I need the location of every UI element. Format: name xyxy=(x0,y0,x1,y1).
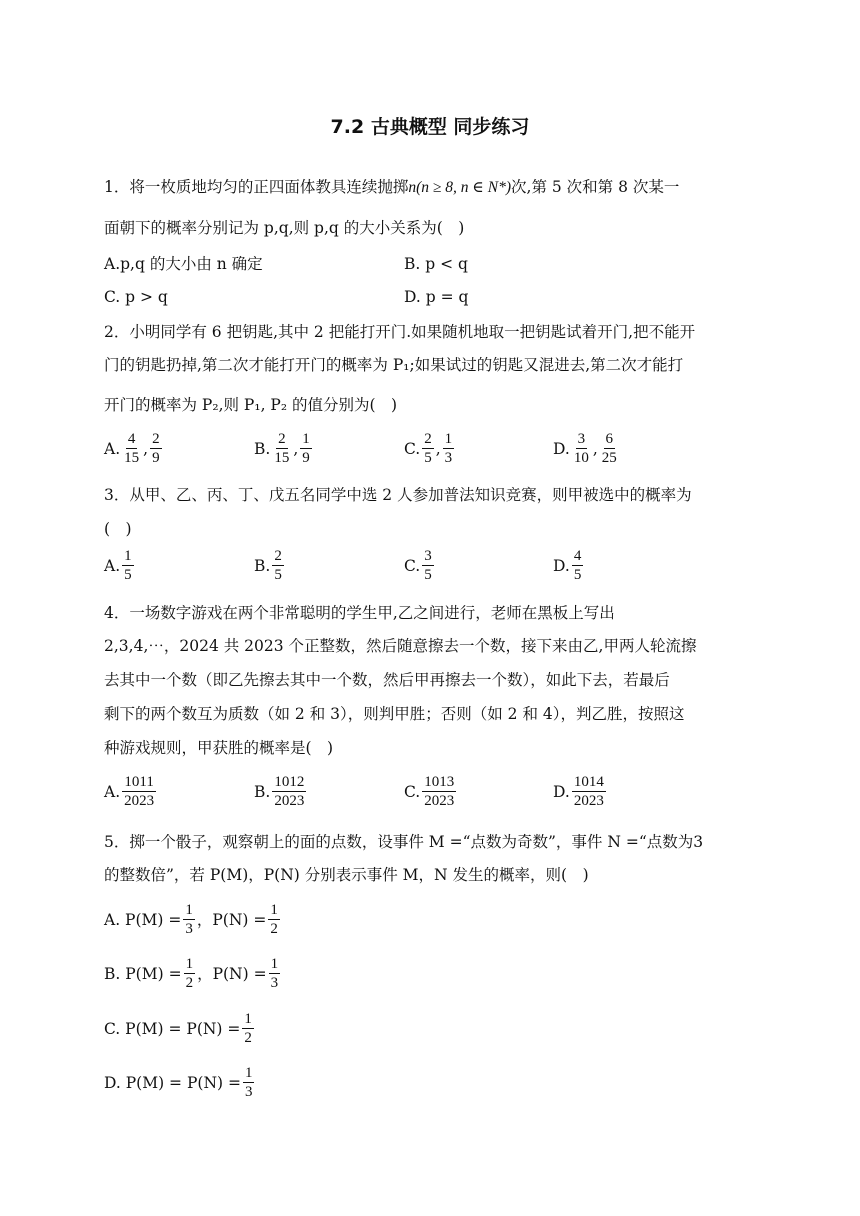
denominator: 2023 xyxy=(573,793,604,809)
q1-line-2: 面朝下的概率分别记为 p,q,则 p,q 的大小关系为( ) xyxy=(104,219,465,237)
q2-option-b: B. $\frac{2}{15}$ , $\frac{1}{9}$ xyxy=(254,431,310,466)
q2-line-1: 2．小明同学有 6 把钥匙,其中 2 把能打开门.如果随机地取一把钥匙试着开门,把不能开 xyxy=(104,323,696,341)
numerator: 6 xyxy=(605,431,613,447)
q3-option-a xyxy=(104,549,135,583)
option-label: D. xyxy=(553,440,570,458)
q4-line-1: 4．一场数字游戏在两个非常聪明的学生甲,乙之间进行，老师在黑板上写出 xyxy=(104,604,615,622)
option-text: D. P(M) = P(N) = xyxy=(104,1074,241,1092)
q5-option-d xyxy=(104,1066,255,1100)
numerator: 2 xyxy=(278,431,286,447)
denominator: 2 xyxy=(270,921,278,937)
numerator: 3 xyxy=(424,548,432,564)
option-text: ，P(N) = xyxy=(196,911,267,929)
fraction xyxy=(272,549,284,583)
denominator: 2023 xyxy=(124,793,155,809)
q5-line-2: 的整数倍”，若 P(M)，P(N) 分别表示事件 M，N 发生的概率，则( ) xyxy=(104,866,589,884)
denominator: 5 xyxy=(573,567,582,583)
q4-option-c xyxy=(404,775,457,809)
q1-option-c: C. p > q xyxy=(104,288,168,306)
denominator: 5 xyxy=(424,450,432,466)
numerator: 2 xyxy=(274,548,282,564)
q1-option-d: D. p = q xyxy=(404,288,469,306)
fraction xyxy=(600,432,619,466)
denominator: 3 xyxy=(185,921,193,937)
q4-option-d xyxy=(553,775,607,809)
q3-line-1: 3．从甲、乙、丙、丁、戊五名同学中选 2 人参加普法知识竞赛，则甲被选中的概率为 xyxy=(104,486,692,504)
denominator: 9 xyxy=(152,450,160,466)
numerator: 1 xyxy=(185,902,193,918)
option-label: D. xyxy=(553,783,570,801)
denominator: 5 xyxy=(424,567,432,583)
option-label: B. xyxy=(254,783,271,801)
fraction xyxy=(572,549,584,583)
fraction xyxy=(150,432,162,466)
q3-line-2: ( ) xyxy=(104,520,132,538)
fraction xyxy=(242,1012,254,1046)
option-label: A. xyxy=(104,440,121,458)
option-label: D. xyxy=(553,557,570,575)
q3-option-d xyxy=(553,549,584,583)
q1-option-b: B. p < q xyxy=(404,255,468,273)
q2-option-a: A. $\frac{4}{15}$ , $\frac{2}{9}$ xyxy=(104,431,160,466)
q2-line-3: 开门的概率为 P₂,则 P₁, P₂ 的值分别为( ) xyxy=(104,396,398,414)
q2-option-c: C. $\frac{2}{5}$ , $\frac{1}{3}$ xyxy=(404,431,453,466)
q5-option-a xyxy=(104,903,281,937)
option-label: C. xyxy=(404,440,421,458)
fraction xyxy=(183,903,195,937)
q1-text-b: 次,第 5 次和第 8 次某一 xyxy=(511,178,680,196)
fraction xyxy=(269,957,281,991)
option-label: B. xyxy=(254,440,271,458)
q3-option-c xyxy=(404,549,435,583)
fraction xyxy=(243,1066,255,1100)
denominator: 2 xyxy=(244,1030,252,1046)
option-text: ，P(N) = xyxy=(197,965,267,983)
numerator: 1012 xyxy=(274,774,305,790)
numerator: 1013 xyxy=(424,774,455,790)
fraction xyxy=(422,432,434,466)
q4-line-3: 去其中一个数（即乙先擦去其中一个数，然后甲再擦去一个数），如此下去，若最后 xyxy=(104,671,670,689)
option-label: A. xyxy=(104,783,121,801)
q3-option-b xyxy=(254,549,285,583)
numerator: 1014 xyxy=(573,774,604,790)
numerator: 1 xyxy=(124,548,132,564)
fraction xyxy=(122,432,141,466)
fraction xyxy=(300,432,312,466)
denominator: 10 xyxy=(573,450,589,466)
fraction xyxy=(184,957,196,991)
numerator: 2 xyxy=(152,431,160,447)
numerator: 1 xyxy=(302,431,310,447)
option-label: A. xyxy=(104,557,121,575)
option-label: C. xyxy=(404,783,421,801)
numerator: 1 xyxy=(244,1065,253,1081)
q5-option-b xyxy=(104,957,281,991)
numerator: 1011 xyxy=(124,774,154,790)
option-label: C. xyxy=(404,557,421,575)
numerator: 1 xyxy=(244,1011,252,1027)
q5-line-1: 5．掷一个骰子，观察朝上的面的点数，设事件 M =“点数为奇数”，事件 N =“点数为3 xyxy=(104,833,704,851)
denominator: 3 xyxy=(444,450,453,466)
q2-option-d: D. $\frac{3}{10}$ , $\frac{6}{25}$ xyxy=(553,431,617,466)
denominator: 2023 xyxy=(274,793,305,809)
denominator: 5 xyxy=(124,567,132,583)
q4-line-5: 种游戏规则，甲获胜的概率是( ) xyxy=(104,739,334,757)
fraction xyxy=(268,903,280,937)
denominator: 3 xyxy=(244,1084,253,1100)
q1-option-a: A.p,q 的大小由 n 确定 xyxy=(104,255,263,273)
denominator: 3 xyxy=(270,975,279,991)
fraction xyxy=(422,549,434,583)
q1-line-1 xyxy=(104,176,764,199)
numerator: 1 xyxy=(444,431,453,447)
fraction xyxy=(122,549,134,583)
fraction xyxy=(572,432,591,466)
q4-option-a xyxy=(104,775,157,809)
q1-text-a: 1．将一枚质地均匀的正四面体教具连续抛掷 xyxy=(104,178,409,196)
option-text: B. P(M) = xyxy=(104,965,182,983)
denominator: 5 xyxy=(274,567,282,583)
page-title: 7.2 古典概型 同步练习 xyxy=(330,116,530,138)
fraction xyxy=(122,775,156,809)
fraction xyxy=(272,775,306,809)
option-text: A. P(M) = xyxy=(104,911,182,929)
option-text: C. P(M) = P(N) = xyxy=(104,1020,241,1038)
denominator: 15 xyxy=(124,450,140,466)
numerator: 3 xyxy=(577,431,586,447)
fraction xyxy=(572,775,606,809)
fraction xyxy=(422,775,456,809)
numerator: 2 xyxy=(424,431,432,447)
q5-option-c xyxy=(104,1012,255,1046)
denominator: 2 xyxy=(185,975,194,991)
fraction xyxy=(272,432,291,466)
denominator: 9 xyxy=(302,450,310,466)
denominator: 15 xyxy=(274,450,290,466)
q1-math: n(n ≥ 8, n ∈ N*) xyxy=(408,179,512,196)
numerator: 1 xyxy=(270,956,279,972)
numerator: 1 xyxy=(270,902,278,918)
q4-line-2: 2,3,4,⋯，2024 共 2023 个正整数，然后随意擦去一个数，接下来由乙,甲两人轮流擦 xyxy=(104,637,697,655)
q2-line-2: 门的钥匙扔掉,第二次才能打开门的概率为 P₁;如果试过的钥匙又混进去,第二次才能打 xyxy=(104,356,684,374)
numerator: 4 xyxy=(127,431,136,447)
denominator: 2023 xyxy=(424,793,455,809)
fraction xyxy=(443,432,455,466)
q4-line-4: 剩下的两个数互为质数（如 2 和 3），则判甲胜；否则（如 2 和 4），判乙胜，按照这 xyxy=(104,705,685,723)
q4-option-b xyxy=(254,775,307,809)
option-label: B. xyxy=(254,557,271,575)
numerator: 4 xyxy=(573,548,582,564)
denominator: 25 xyxy=(601,450,617,466)
numerator: 1 xyxy=(185,956,194,972)
